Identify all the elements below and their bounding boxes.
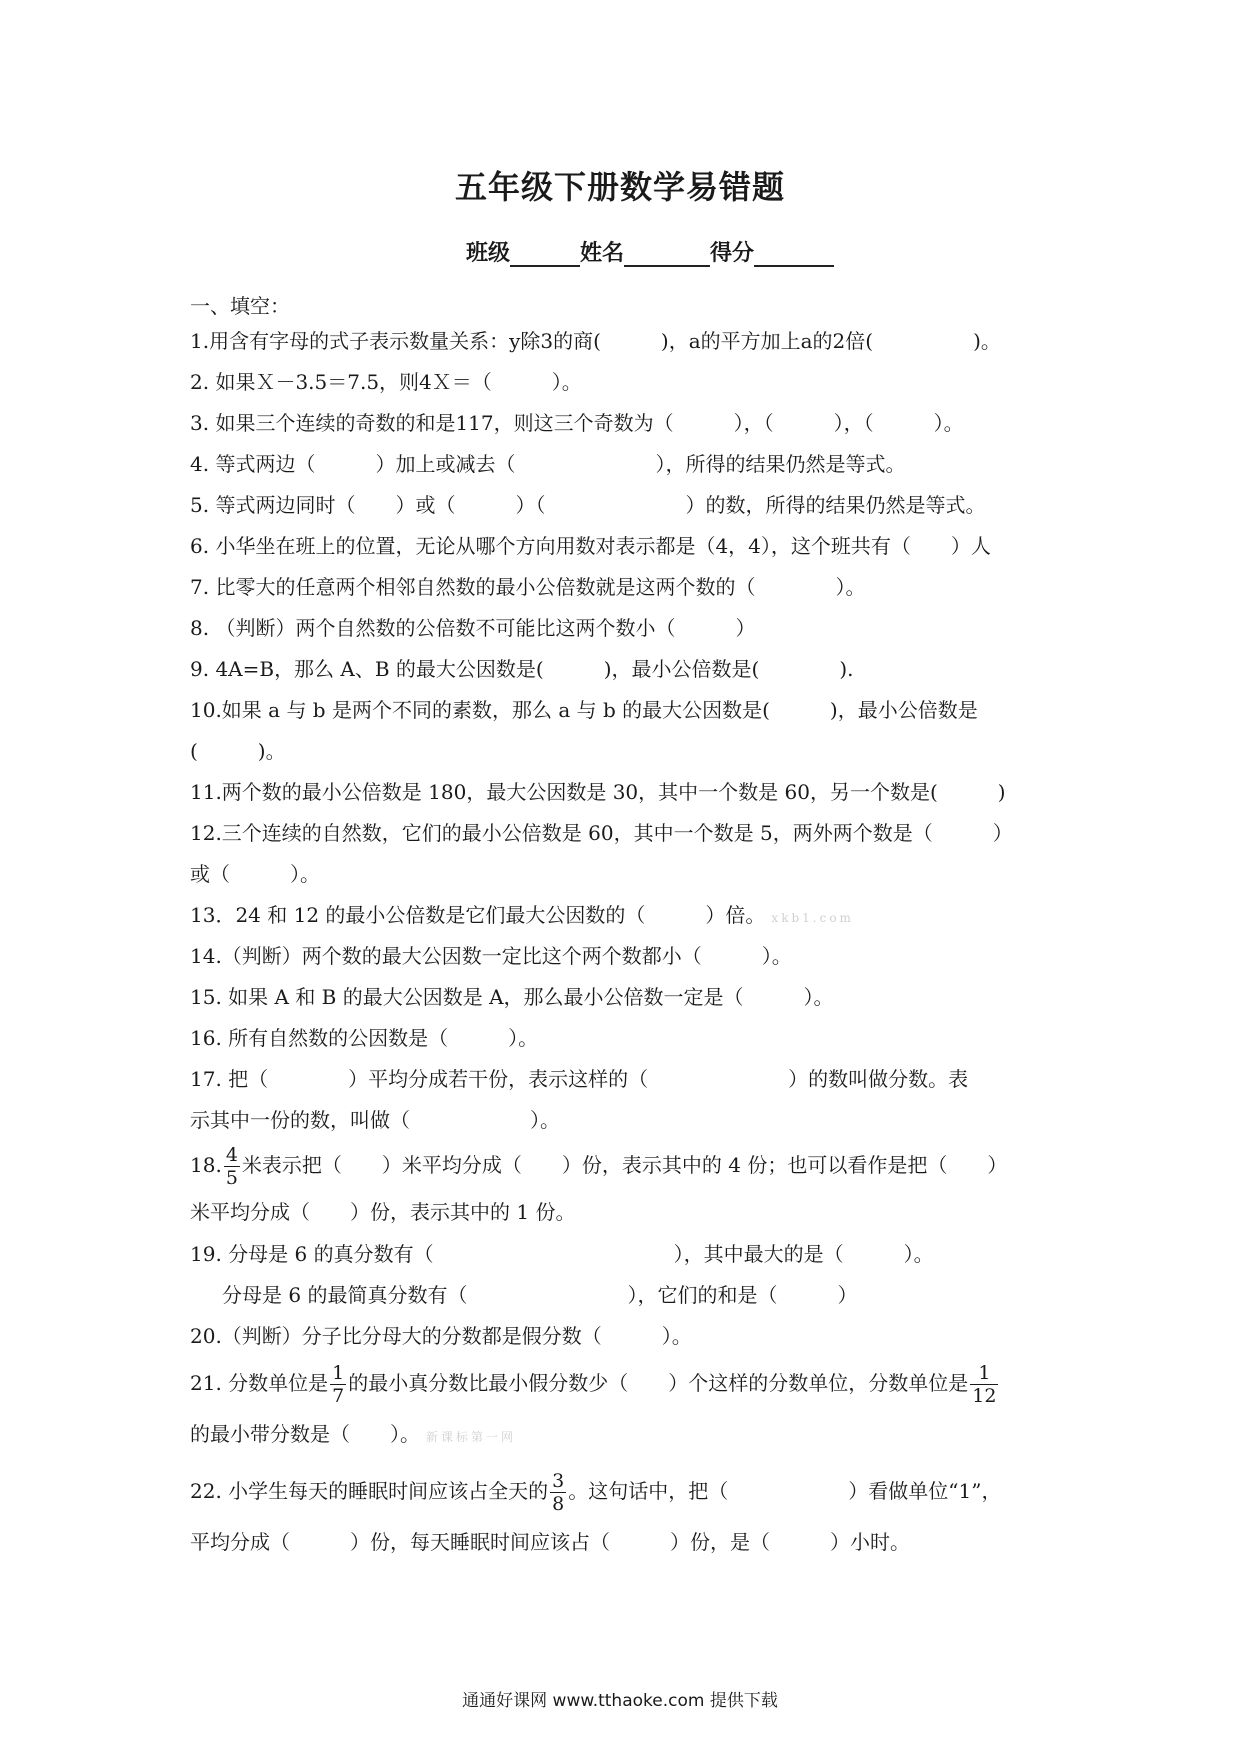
question-21-cont [190, 1420, 516, 1451]
fraction-1-12 [970, 1362, 998, 1407]
fraction-denominator: 7 [332, 1385, 345, 1407]
question-17: 17. 把（ ）平均分成若干份，表示这样的（ ）的数叫做分数。表 [190, 1067, 969, 1091]
fraction-numerator: 4 [225, 1144, 238, 1166]
question-18-number: 18. [190, 1153, 222, 1177]
question-21-text: 的最小带分数是（ ）。 [190, 1422, 420, 1446]
question-3: 3. 如果三个连续的奇数的和是117，则这三个奇数为（ ），（ ），（ ）。 [190, 411, 964, 435]
section-heading: 一、填空： [190, 294, 290, 318]
question-8: 8. （判断）两个自然数的公倍数不可能比这两个数小（ ） [190, 616, 756, 640]
fraction-numerator: 1 [970, 1362, 998, 1385]
question-4: 4. 等式两边（ ）加上或减去（ ），所得的结果仍然是等式。 [190, 452, 906, 476]
question-2: 2. 如果Ｘ－3.5＝7.5，则4Ｘ＝（ ）。 [190, 370, 582, 394]
class-blank [510, 241, 580, 267]
question-17-cont: 示其中一份的数，叫做（ ）。 [190, 1108, 560, 1132]
question-10-cont: ( )。 [190, 739, 286, 763]
question-12-cont: 或（ ）。 [190, 862, 320, 886]
question-22-pre: 22. 小学生每天的睡眠时间应该占全天的 [190, 1479, 549, 1503]
question-19-cont: 分母是 6 的最简真分数有（ ），它们的和是（ ） [222, 1283, 858, 1307]
question-12: 12.三个连续的自然数，它们的最小公倍数是 60，其中一个数是 5，两外两个数是（ ） [190, 821, 1013, 845]
student-info [466, 236, 834, 267]
question-13 [190, 901, 854, 932]
class-label: 班级 [466, 241, 511, 266]
question-19: 19. 分母是 6 的真分数有（ ），其中最大的是（ ）。 [190, 1242, 934, 1266]
question-10: 10.如果 a 与 b 是两个不同的素数，那么 a 与 b 的最大公因数是( )，最小公倍数是 [190, 698, 978, 722]
question-7: 7. 比零大的任意两个相邻自然数的最小公倍数就是这两个数的（ ）。 [190, 575, 866, 599]
question-22-text: 。这句话中，把（ ）看做单位“1”， [568, 1479, 1002, 1503]
fraction-denominator: 8 [552, 1493, 565, 1515]
score-label: 得分 [710, 241, 755, 266]
question-16: 16. 所有自然数的公因数是（ ）。 [190, 1026, 539, 1050]
question-6: 6. 小华坐在班上的位置，无论从哪个方向用数对表示都是（4，4），这个班共有（ ）人 [190, 534, 991, 558]
name-label: 姓名 [580, 241, 625, 266]
watermark: 新课标第一网 [426, 1430, 517, 1444]
question-18-cont: 米平均分成（ ）份，表示其中的 1 份。 [190, 1200, 576, 1224]
question-9: 9. 4A=B，那么 A、B 的最大公因数是( )，最小公倍数是( ). [190, 657, 854, 681]
question-5: 5. 等式两边同时（ ）或（ ）（ ）的数，所得的结果仍然是等式。 [190, 493, 986, 517]
fraction-3-8 [550, 1470, 566, 1515]
question-1: 1.用含有字母的式子表示数量关系：y除3的商( )，a的平方加上a的2倍( )。 [190, 329, 1001, 353]
question-21 [190, 1362, 1000, 1407]
fraction-4-5 [224, 1144, 240, 1189]
question-15: 15. 如果 A 和 B 的最大公因数是 A，那么最小公倍数一定是（ ）。 [190, 985, 834, 1009]
page-title: 五年级下册数学易错题 [454, 168, 785, 206]
fraction-1-7 [330, 1362, 346, 1407]
question-21-pre: 21. 分数单位是 [190, 1371, 329, 1395]
question-22-cont: 平均分成（ ）份，每天睡眠时间应该占（ ）份，是（ ）小时。 [190, 1530, 910, 1554]
fraction-numerator: 1 [332, 1362, 345, 1384]
score-blank [754, 241, 834, 267]
fraction-denominator: 5 [225, 1167, 238, 1189]
footer-credit: 通通好课网 www.tthaoke.com 提供下载 [462, 1691, 778, 1711]
question-18 [190, 1144, 1007, 1189]
fraction-numerator: 3 [552, 1470, 565, 1492]
question-11: 11.两个数的最小公倍数是 180，最大公因数是 30，其中一个数是 60，另一个数是( ) [190, 780, 1006, 804]
question-18-text: 米表示把（ ）米平均分成（ ）份，表示其中的 4 份；也可以看作是把（ ） [241, 1153, 1008, 1177]
question-21-mid: 的最小真分数比最小假分数少（ ）个这样的分数单位，分数单位是 [348, 1371, 969, 1395]
question-14: 14.（判断）两个数的最大公因数一定比这个两个数都小（ ）。 [190, 944, 792, 968]
question-20: 20.（判断）分子比分母大的分数都是假分数（ ）。 [190, 1324, 692, 1348]
fraction-denominator: 12 [972, 1385, 997, 1407]
question-22 [190, 1470, 1001, 1515]
question-13-text: 13．24 和 12 的最小公倍数是它们最大公因数的（ ）倍。 [190, 903, 766, 927]
name-blank [624, 241, 710, 267]
watermark: xkb1.com [771, 911, 854, 925]
